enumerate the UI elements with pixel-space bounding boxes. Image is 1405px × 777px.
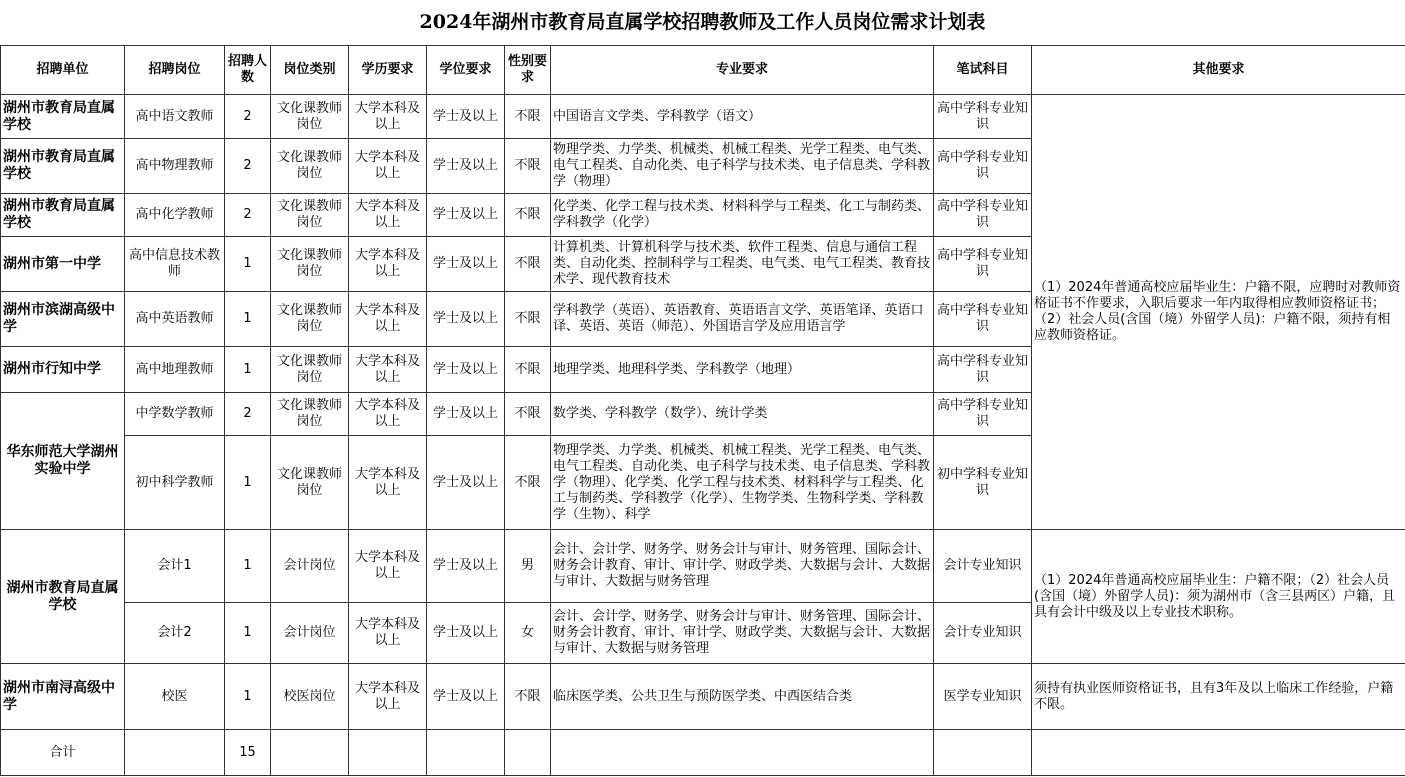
exam-cell: 高中学科专业知识 — [934, 393, 1032, 436]
education-cell: 大学本科及以上 — [349, 436, 427, 530]
header-count: 招聘人数 — [225, 46, 271, 95]
page-title: 2024年湖州市教育局直属学校招聘教师及工作人员岗位需求计划表 — [419, 11, 986, 33]
category-cell: 文化课教师岗位 — [271, 393, 349, 436]
unit-cell: 湖州市行知中学 — [1, 347, 125, 393]
degree-cell: 学士及以上 — [427, 237, 505, 292]
exam-cell: 高中学科专业知识 — [934, 194, 1032, 237]
header-degree: 学位要求 — [427, 46, 505, 95]
degree-cell: 学士及以上 — [427, 95, 505, 139]
education-cell: 大学本科及以上 — [349, 393, 427, 436]
position-cell: 高中地理教师 — [125, 347, 225, 393]
category-cell: 会计岗位 — [271, 603, 349, 664]
exam-cell: 高中学科专业知识 — [934, 347, 1032, 393]
gender-cell: 不限 — [505, 95, 551, 139]
total-row — [1, 730, 1405, 776]
degree-cell: 学士及以上 — [427, 436, 505, 530]
exam-cell: 初中学科专业知识 — [934, 436, 1032, 530]
gender-cell: 不限 — [505, 237, 551, 292]
count-cell: 2 — [225, 194, 271, 237]
count-cell: 1 — [225, 347, 271, 393]
position-cell: 高中英语教师 — [125, 292, 225, 347]
major-cell: 化学类、化学工程与技术类、材料科学与工程类、化工与制药类、学科教学（化学） — [551, 194, 934, 237]
header-major: 专业要求 — [551, 46, 934, 95]
degree-cell: 学士及以上 — [427, 347, 505, 393]
major-cell: 数学类、学科教学（数学）、统计学类 — [551, 393, 934, 436]
major-cell: 学科教学（英语）、英语教育、英语语言文学、英语笔译、英语口译、英语、英语（师范）、外国语言学及应用语言学 — [551, 292, 934, 347]
education-cell: 大学本科及以上 — [349, 603, 427, 664]
count-cell: 1 — [225, 664, 271, 730]
position-cell: 会计2 — [125, 603, 225, 664]
gender-cell: 不限 — [505, 347, 551, 393]
category-cell: 文化课教师岗位 — [271, 237, 349, 292]
header-exam: 笔试科目 — [934, 46, 1032, 95]
other-requirements-doctor: 须持有执业医师资格证书，且有3年及以上临床工作经验，户籍不限。 — [1032, 664, 1405, 730]
education-cell: 大学本科及以上 — [349, 292, 427, 347]
gender-cell: 不限 — [505, 194, 551, 237]
gender-cell: 女 — [505, 603, 551, 664]
category-cell: 文化课教师岗位 — [271, 95, 349, 139]
count-cell: 2 — [225, 139, 271, 194]
category-cell: 文化课教师岗位 — [271, 139, 349, 194]
exam-cell: 高中学科专业知识 — [934, 95, 1032, 139]
gender-cell: 不限 — [505, 292, 551, 347]
exam-cell: 会计专业知识 — [934, 530, 1032, 603]
count-cell: 1 — [225, 292, 271, 347]
degree-cell: 学士及以上 — [427, 530, 505, 603]
unit-cell: 湖州市第一中学 — [1, 237, 125, 292]
header-position: 招聘岗位 — [125, 46, 225, 95]
education-cell: 大学本科及以上 — [349, 237, 427, 292]
exam-cell: 高中学科专业知识 — [934, 139, 1032, 194]
major-cell: 物理学类、力学类、机械类、机械工程类、光学工程类、电气类、电气工程类、自动化类、电子科学与技术类、电子信息类、学科教学（物理） — [551, 139, 934, 194]
header-row — [1, 46, 1405, 95]
gender-cell: 不限 — [505, 139, 551, 194]
education-cell: 大学本科及以上 — [349, 95, 427, 139]
position-cell: 会计1 — [125, 530, 225, 603]
unit-cell: 湖州市滨湖高级中学 — [1, 292, 125, 347]
education-cell: 大学本科及以上 — [349, 347, 427, 393]
header-gender: 性别要求 — [505, 46, 551, 95]
category-cell: 文化课教师岗位 — [271, 347, 349, 393]
major-text: 物理学类、力学类、机械类、机械工程类、光学工程类、电气类、电气工程类、自动化类、电子科学与技术类、电子信息类、学科教学（物理）、化学类、化学工程与技术类、材料科学与工程类、化工与制药类、学科教学（化学）、生物学类、生物科学类、学科教学（生物）、科学 — [553, 442, 931, 522]
gender-cell: 不限 — [505, 436, 551, 530]
position-cell: 高中语文教师 — [125, 95, 225, 139]
unit-cell: 湖州市教育局直属学校 — [1, 530, 125, 664]
gender-cell: 不限 — [505, 393, 551, 436]
gender-cell: 男 — [505, 530, 551, 603]
education-cell: 大学本科及以上 — [349, 664, 427, 730]
table-row — [1, 664, 1405, 730]
total-count: 15 — [225, 730, 271, 776]
other-requirements-teachers: （1）2024年普通高校应届毕业生：户籍不限，应聘时对教师资格证书不作要求，入职后要求一年内取得相应教师资格证书；（2）社会人员(含国（境）外留学人员)：户籍不限，须持有相应教师资格证。 — [1032, 95, 1405, 530]
exam-cell: 会计专业知识 — [934, 603, 1032, 664]
header-category: 岗位类别 — [271, 46, 349, 95]
exam-cell: 医学专业知识 — [934, 664, 1032, 730]
count-cell: 2 — [225, 393, 271, 436]
position-cell: 初中科学教师 — [125, 436, 225, 530]
category-cell: 文化课教师岗位 — [271, 292, 349, 347]
exam-cell: 高中学科专业知识 — [934, 292, 1032, 347]
position-cell: 中学数学教师 — [125, 393, 225, 436]
education-cell: 大学本科及以上 — [349, 194, 427, 237]
unit-cell: 华东师范大学湖州实验中学 — [1, 393, 125, 530]
position-cell: 校医 — [125, 664, 225, 730]
count-cell: 1 — [225, 237, 271, 292]
degree-cell: 学士及以上 — [427, 139, 505, 194]
unit-cell: 湖州市教育局直属学校 — [1, 139, 125, 194]
category-cell: 文化课教师岗位 — [271, 194, 349, 237]
major-cell — [551, 436, 934, 530]
total-label: 合计 — [1, 730, 125, 776]
unit-cell: 湖州市教育局直属学校 — [1, 194, 125, 237]
degree-cell: 学士及以上 — [427, 664, 505, 730]
major-cell: 中国语言文学类、学科教学（语文） — [551, 95, 934, 139]
gender-cell: 不限 — [505, 664, 551, 730]
category-cell: 会计岗位 — [271, 530, 349, 603]
education-cell: 大学本科及以上 — [349, 139, 427, 194]
major-cell: 地理学类、地理科学类、学科教学（地理） — [551, 347, 934, 393]
category-cell: 文化课教师岗位 — [271, 436, 349, 530]
header-education: 学历要求 — [349, 46, 427, 95]
major-cell: 会计、会计学、财务学、财务会计与审计、财务管理、国际会计、财务会计教育、审计、审计学、财政学类、大数据与会计、大数据与审计、大数据与财务管理 — [551, 530, 934, 603]
header-unit: 招聘单位 — [1, 46, 125, 95]
position-cell: 高中物理教师 — [125, 139, 225, 194]
major-cell: 临床医学类、公共卫生与预防医学类、中西医结合类 — [551, 664, 934, 730]
category-cell: 校医岗位 — [271, 664, 349, 730]
major-cell: 会计、会计学、财务学、财务会计与审计、财务管理、国际会计、财务会计教育、审计、审计学、财政学类、大数据与会计、大数据与审计、大数据与财务管理 — [551, 603, 934, 664]
table-row — [1, 530, 1405, 603]
count-cell: 1 — [225, 603, 271, 664]
position-cell: 高中信息技术教师 — [125, 237, 225, 292]
table-row — [1, 95, 1405, 139]
major-cell: 计算机类、计算机科学与技术类、软件工程类、信息与通信工程类、自动化类、控制科学与工程类、电气类、电气工程类、教育技术学、现代教育技术 — [551, 237, 934, 292]
count-cell: 1 — [225, 530, 271, 603]
degree-cell: 学士及以上 — [427, 292, 505, 347]
header-other: 其他要求 — [1032, 46, 1405, 95]
unit-cell: 湖州市南浔高级中学 — [1, 664, 125, 730]
unit-cell: 湖州市教育局直属学校 — [1, 95, 125, 139]
exam-cell: 高中学科专业知识 — [934, 237, 1032, 292]
degree-cell: 学士及以上 — [427, 603, 505, 664]
degree-cell: 学士及以上 — [427, 393, 505, 436]
education-cell: 大学本科及以上 — [349, 530, 427, 603]
count-cell: 1 — [225, 436, 271, 530]
other-requirements-accounting: （1）2024年普通高校应届毕业生：户籍不限；（2）社会人员(含国（境）外留学人员)：须为湖州市（含三县两区）户籍，且具有会计中级及以上专业技术职称。 — [1032, 530, 1405, 664]
position-cell: 高中化学教师 — [125, 194, 225, 237]
recruitment-table — [0, 45, 1405, 776]
count-cell: 2 — [225, 95, 271, 139]
degree-cell: 学士及以上 — [427, 194, 505, 237]
